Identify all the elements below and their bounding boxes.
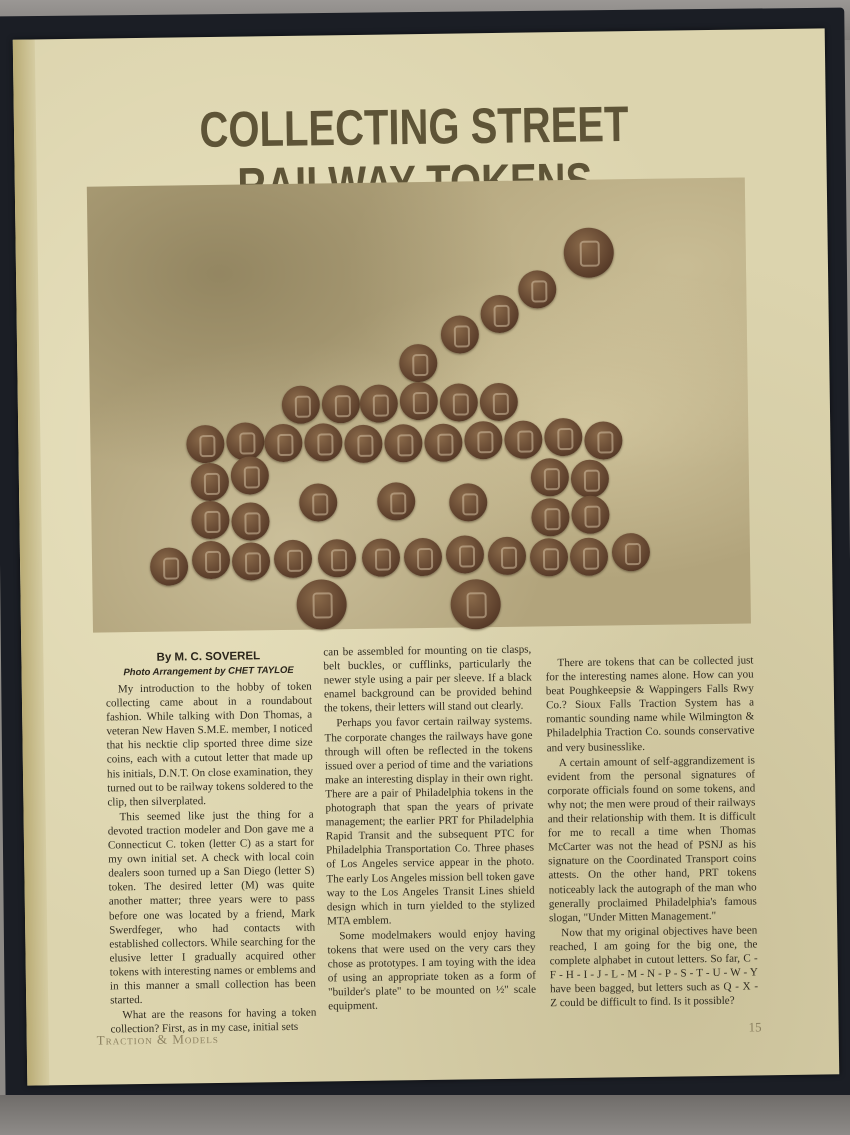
token [191,501,230,540]
token [530,538,569,577]
magazine-page [13,28,840,1085]
token [299,483,338,522]
token [584,421,623,460]
token [384,424,423,463]
token [449,483,488,522]
token [480,295,519,334]
token [531,498,570,537]
byline: By M. C. SOVEREL [156,650,261,664]
token [424,423,463,462]
token [440,383,479,422]
paragraph: A certain amount of self-aggrandizement is evident from the personal signatures of corporate officials found on some tokens, and why not; the men were proud of their railways and their relationship with them. It is difficult for me to recall a time when Thomas McCarter was not the head of PSNJ as his signature on the Coordinated Transport coins attests. On the other hand, PRT tokens noticeably lack the autograph of the man who generally proclaimed Philadelphia's famous slogan, "Under Mitten Management." [547,754,757,925]
token [446,535,485,574]
token [150,547,189,586]
token [571,459,610,498]
article-column-3 [545,653,758,1011]
token [377,482,416,521]
token [504,420,543,459]
token [360,384,399,423]
token [563,227,614,278]
floor-background-bottom [0,1095,850,1135]
token [464,421,503,460]
token [362,538,401,577]
token [399,344,438,383]
token [304,423,343,462]
token [612,533,651,572]
token [450,579,501,630]
paragraph: Perhaps you favor certain railway systems. The corporate changes the railways have gone through will often be reflected in the tokens issued over a period of time and the variations make an interesting display in their own right. There are a pair of Philadelphia tokens in the photograph that span the years of private management; the earlier PRT for Philadelphia Rapid Transit and the subsequent PTC for Philadelphia Transportation Co. Three phases of Los Angeles service appear in the photo. The early Los Angeles mission bell token gave way to the Los Angeles Transit Lines shield design which in turn yielded to the stylized MTA emblem. [324,715,535,928]
token [480,383,519,422]
photo-credit: Photo Arrangement by CHET TAYLOE [123,664,294,679]
article-column-2 [323,643,536,1015]
token [296,579,347,630]
token [231,502,270,541]
token [571,495,610,534]
paragraph: There are tokens that can be collected just for the interesting names alone. How can you beat Poughkeepsie & Wappingers Falls Rwy Co.? Sioux Falls Traction System has a romantic sounding name while Wilmington & Philadelphia Traction Co. sounds conservative and very businesslike. [545,654,755,754]
token [264,424,303,463]
token [192,541,231,580]
token [518,270,557,309]
token [344,425,383,464]
token [531,458,570,497]
token [570,537,609,576]
paragraph: can be assembled for mounting on tie clasps, belt buckles, or cufflinks, particularly the newer style using a pair per sleeve. If a black enamel background can be provided behind the tokens, their letters will stand out clearly. [323,643,532,715]
token [400,382,439,421]
token [318,539,357,578]
token [441,315,480,354]
token [274,540,313,579]
token [186,425,225,464]
article-column-1 [105,648,316,1038]
token [282,385,321,424]
paragraph: This seemed like just the thing for a devoted traction modeler and Don gave me a Connecticut C. token (letter C) as a start for my own initial set. A check with local coin dealers soon turned up a San Diego (letter S) token. The desired letter (M) was quite another matter; three years were to pass before one was located by a friend, Mark Swerdfeger, who had contacts with established collectors. While searching for the elusive letter I gradually acquired other tokens with interesting names or emblems and in this manner a small collection has been started. [107,808,317,1007]
paragraph: What are the reasons for having a token collection? First, as in my case, initial sets [110,1006,317,1036]
token [231,456,270,495]
magazine-name: Traction & Models [96,1030,219,1048]
token-photo [87,178,751,633]
token [404,538,443,577]
token [322,385,361,424]
token [191,463,230,502]
paragraph: Now that my original objectives have been reached, I am going for the big one, the complete alphabet in cutout letters. So far, C - F - H - I - J - L - M - N - P - S - T - U - W - Y have been bagged, but letters such as Q - X - Z could be difficult to find. Is it possible? [549,924,759,1010]
article-title: COLLECTING STREET [199,97,629,159]
token [488,537,527,576]
token [226,422,265,461]
token [232,542,271,581]
paragraph: My introduction to the hobby of token collecting came about in a roundabout fashion. While talking with Don Thomas, a veteran New Haven S.M.E. member, I noticed that his necktie clip sported three dime size coins, each with a cutout letter that made up his initials, D.N.T. On close examination, they turned out to be railway tokens soldered to the clip, then silverplated. [105,680,314,809]
page-number: 15 [748,1019,762,1035]
token [544,418,583,457]
paragraph: Some modelmakers would enjoy having tokens that were used on the very cars they chose as prototypes. I am toying with the idea of using an appropriate token as a form of "builder's plate" to be mounted on ½" scale equipment. [327,927,537,1013]
